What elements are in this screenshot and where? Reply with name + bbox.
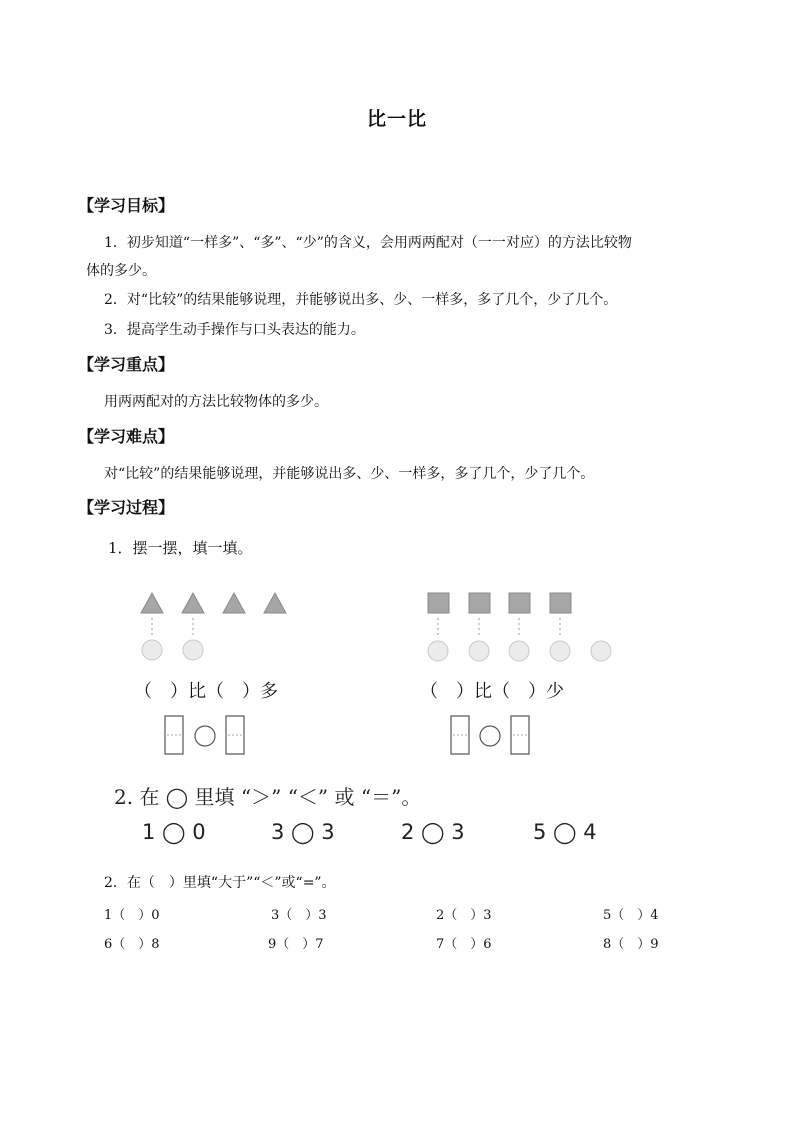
triangle-shape xyxy=(182,593,204,613)
goal-2: 2．对“比较”的结果能够说理，并能够说出多、少、一样多，多了几个，少了几个。 xyxy=(104,292,618,308)
triangle-shape xyxy=(223,593,245,613)
right-circle-row xyxy=(428,641,611,661)
circle-shape xyxy=(509,641,529,661)
goal-1-line-2: 体的多少。 xyxy=(86,263,156,279)
q2-text-item: 8（ ）9 xyxy=(603,937,659,952)
left-caption: （ ）比（ ）多 xyxy=(134,681,278,702)
square-row xyxy=(428,593,571,613)
right-dash-lines xyxy=(438,618,560,636)
circle-shape xyxy=(550,641,570,661)
compare-circle[interactable] xyxy=(480,726,500,746)
triangle-shape xyxy=(141,593,163,613)
question-1-title: 1．摆一摆，填一填。 xyxy=(108,539,253,557)
q2-text-item: 5（ ）4 xyxy=(603,908,659,923)
circle-shape xyxy=(142,640,162,660)
goal-1-line-1: 1．初步知道“一样多”、“多”、“少”的含义，会用两两配对（一一对应）的方法比较物 xyxy=(104,235,632,251)
q2-text-item: 7（ ）6 xyxy=(436,937,492,952)
triangle-shape xyxy=(264,593,286,613)
question-2-text-title: 2．在（ ）里填“大于”“＜”或“=”。 xyxy=(104,875,336,891)
circle-shape xyxy=(428,641,448,661)
q2-text-item: 3（ ）3 xyxy=(271,908,327,923)
square-shape xyxy=(550,593,571,613)
left-dash-lines xyxy=(152,618,193,636)
q2-text-item: 9（ ）7 xyxy=(268,937,324,952)
focus-text: 用两两配对的方法比较物体的多少。 xyxy=(104,394,328,410)
q2-item: 1 ◯ 0 xyxy=(142,820,206,844)
q2-text-item: 6（ ）8 xyxy=(104,937,160,952)
q2-item: 3 ◯ 3 xyxy=(271,820,335,844)
triangle-row xyxy=(141,593,286,613)
left-circle-row xyxy=(142,640,203,660)
process-heading: 【学习过程】 xyxy=(78,498,175,517)
difficulty-text: 对“比较”的结果能够说理，并能够说出多、少、一样多，多了几个，少了几个。 xyxy=(104,466,595,482)
q2-item: 2 ◯ 3 xyxy=(401,820,465,844)
q2-text-item: 2（ ）3 xyxy=(436,908,492,923)
compare-circle[interactable] xyxy=(195,726,215,746)
square-shape xyxy=(428,593,449,613)
circle-shape xyxy=(591,641,611,661)
circle-shape xyxy=(183,640,203,660)
right-caption: （ ）比（ ）少 xyxy=(420,681,564,702)
left-answer-boxes xyxy=(165,716,244,754)
square-shape xyxy=(469,593,490,613)
goal-3: 3．提高学生动手操作与口头表达的能力。 xyxy=(104,322,365,338)
q2-item: 5 ◯ 4 xyxy=(533,820,597,844)
difficulty-heading: 【学习难点】 xyxy=(78,427,175,446)
square-shape xyxy=(509,593,530,613)
circle-shape xyxy=(469,641,489,661)
focus-heading: 【学习重点】 xyxy=(78,355,175,374)
right-answer-boxes xyxy=(451,716,529,754)
q2-text-item: 1（ ）0 xyxy=(104,908,160,923)
goals-heading: 【学习目标】 xyxy=(78,196,175,215)
page-title: 比一比 xyxy=(366,108,427,130)
question-2-image-title: 2. 在 ◯ 里填 “＞” “＜” 或 “＝”。 xyxy=(114,785,422,809)
